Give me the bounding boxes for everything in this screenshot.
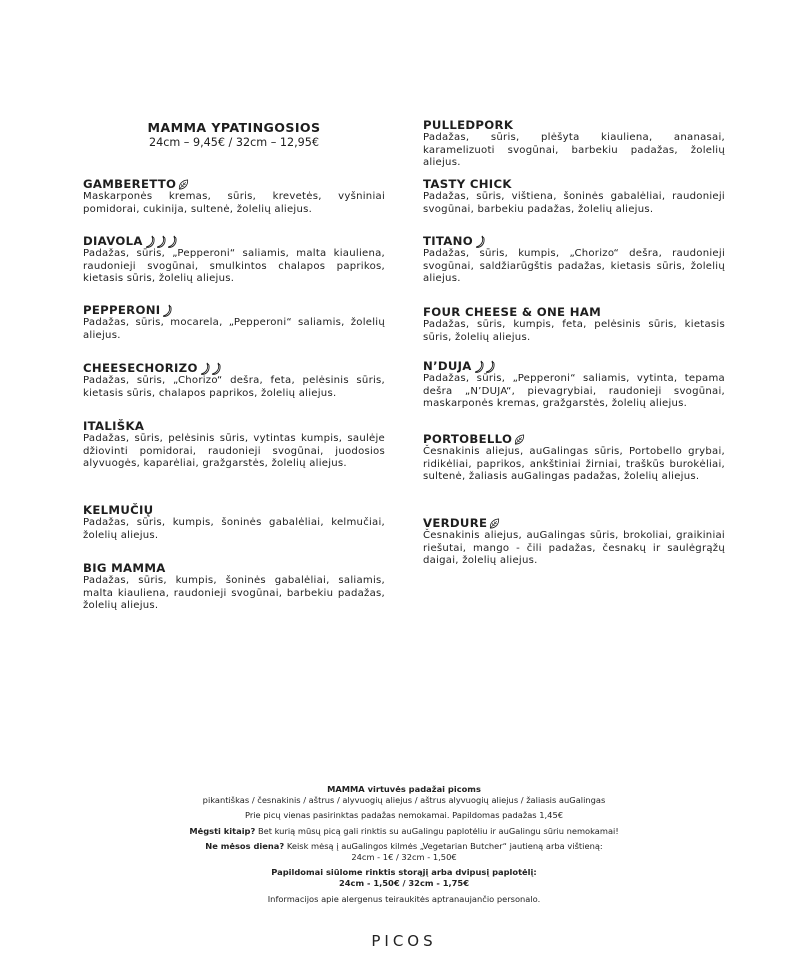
menu-item-name — [83, 234, 385, 248]
menu-item-description: Padažas, sūris, „Pepperoni“ saliamis, malta kiauliena, raudonieji svogūnai, smulkintos chalapos paprikos, kietasis sūris, žolelių aliejus. — [83, 248, 385, 285]
menu-item — [83, 177, 385, 216]
menu-item — [423, 118, 725, 170]
menu-item-icons — [200, 362, 222, 375]
menu-item — [423, 305, 725, 344]
menu-item — [423, 432, 725, 484]
menu-item — [83, 561, 385, 613]
menu-item-description: Padažas, sūris, plėšyta kiauliena, ananasai, karamelizuoti svogūnai, barbekiu padažas, žolelių aliejus. — [423, 132, 725, 169]
menu-item-name — [423, 177, 725, 191]
chili-icon — [474, 360, 485, 373]
menu-item — [83, 419, 385, 471]
chili-icon — [162, 304, 173, 317]
menu-item-icons — [489, 517, 500, 530]
menu-item-name-text: PULLEDPORK — [423, 118, 514, 132]
section-price: 24cm – 9,45€ / 32cm – 12,95€ — [148, 136, 320, 149]
chili-icon — [485, 360, 496, 373]
footer-notes — [0, 784, 808, 905]
menu-item — [423, 359, 725, 411]
section-title: MAMMA YPATINGOSIOS — [147, 120, 321, 135]
allergens-note: Informacijos apie alergenus teiraukitės aptranaujančio personalo. — [267, 893, 541, 904]
sauces-list: pikantiškas / česnakinis / aštrus / alyvuogių aliejus / aštrus alyvuogių aliejus / žaliasis auGalingas — [202, 795, 606, 806]
menu-item-name-text: PORTOBELLO — [423, 432, 513, 446]
menu-item-description: Padažas, sūris, kumpis, šoninės gabalėliai, kelmučiai, žolelių aliejus. — [83, 517, 385, 541]
menu-item-icons — [178, 178, 189, 191]
menu-item-description: Padažas, sūris, „Chorizo“ dešra, feta, pelėsinis sūris, kietasis sūris, chalapos paprikos, žolelių aliejus. — [83, 375, 385, 399]
menu-item-name-text: BIG MAMMA — [83, 561, 166, 575]
menu-item — [83, 303, 385, 342]
menu-item-name — [83, 561, 385, 575]
leaf-icon — [489, 517, 500, 530]
chili-icon — [475, 235, 486, 248]
sauce-note: Prie picų vienas pasirinktas padažas nemokamai. Papildomas padažas 1,45€ — [244, 810, 564, 821]
menu-item — [423, 234, 725, 286]
nomeat-note: Ne mėsos diena? Keisk mėsą į auGalingos kilmės „Vegetarian Butcher“ jautieną arba vištieną: — [205, 840, 603, 851]
menu-item-description: Padažas, sūris, „Pepperoni“ saliamis, vytinta, tepama dešra „N’DUJA“, pievagrybiai, raudonieji svogūnai, maskarponės kremas, gražgarstės, žolelių aliejus. — [423, 373, 725, 410]
menu-item — [83, 361, 385, 400]
menu-item-name — [423, 118, 725, 132]
menu-item-description: Česnakinis aliejus, auGalingas sūris, Portobello grybai, ridikėliai, paprikos, ankštiniai žirniai, traškūs burokėliai, sultenė, žaliasis auGalingas padažas, žolelių aliejus. — [423, 446, 725, 483]
menu-item-name — [423, 432, 725, 446]
menu-item-name-text: DIAVOLA — [83, 234, 143, 248]
crust-price: 24cm - 1,50€ / 32cm - 1,75€ — [339, 878, 469, 889]
menu-item — [83, 234, 385, 286]
menu-item-name-text: ITALIŠKA — [83, 419, 145, 433]
menu-item-name-text: PEPPERONI — [83, 303, 161, 317]
menu-item-name — [83, 303, 385, 317]
menu-item — [423, 516, 725, 568]
menu-item-description: Maskarponės kremas, sūris, krevetės, vyšniniai pomidorai, cukinija, sultenė, žolelių aliejus. — [83, 191, 385, 215]
menu-item-name-text: KELMUČIŲ — [83, 503, 154, 517]
menu-item-description: Padažas, sūris, pelėsinis sūris, vytintas kumpis, saulėje džiovinti pomidorai, raudonieji svogūnai, juodosios alyvuogės, kaparėliai, gražgarstės, žolelių aliejus. — [83, 433, 385, 470]
menu-item-name — [423, 359, 725, 373]
nomeat-price: 24cm - 1€ / 32cm - 1,50€ — [351, 852, 457, 863]
menu-item-icons — [475, 235, 486, 248]
menu-item-name-text: GAMBERETTO — [83, 177, 177, 191]
menu-item-icons — [162, 304, 173, 317]
menu-item-description: Padažas, sūris, mocarela, „Pepperoni“ saliamis, žolelių aliejus. — [83, 317, 385, 341]
menu-item-name — [423, 516, 725, 530]
chili-icon — [145, 235, 156, 248]
menu-item-description: Padažas, sūris, kumpis, „Chorizo“ dešra, raudonieji svogūnai, saldžiarūgštis padažas, kietasis sūris, žolelių aliejus. — [423, 248, 725, 285]
menu-item-name-text: CHEESECHORIZO — [83, 361, 198, 375]
menu-item-icons — [474, 360, 496, 373]
menu-section-header — [83, 120, 385, 150]
menu-item — [423, 177, 725, 216]
menu-item-description: Padažas, sūris, kumpis, šoninės gabalėliai, saliamis, malta kiauliena, raudonieji svogūnai, barbekiu padažas, žolelių aliejus. — [83, 575, 385, 612]
menu-item-name-text: VERDURE — [423, 516, 488, 530]
chili-icon — [200, 362, 211, 375]
menu-item-description: Padažas, sūris, kumpis, feta, pelėsinis sūris, kietasis sūris, žolelių aliejus. — [423, 319, 725, 343]
chili-icon — [167, 235, 178, 248]
menu-item-name — [423, 234, 725, 248]
menu-item-name — [83, 177, 385, 191]
menu-item-name — [83, 503, 385, 517]
brand-logo: PICOS — [371, 932, 437, 950]
menu-item — [83, 503, 385, 542]
menu-item-description: Padažas, sūris, vištiena, šoninės gabalėliai, raudonieji svogūnai, barbekiu padažas, žolelių aliejus. — [423, 191, 725, 215]
menu-item-name — [83, 419, 385, 433]
menu-item-name-text: FOUR CHEESE & ONE HAM — [423, 305, 602, 319]
menu-item-name-text: N’DUJA — [423, 359, 472, 373]
menu-item-name-text: TITANO — [423, 234, 473, 248]
crust-title: Papildomai siūlome rinktis storąjį arba dvipusį paplotėlį: — [271, 867, 537, 878]
menu-item-name — [83, 361, 385, 375]
chili-icon — [211, 362, 222, 375]
leaf-icon — [514, 433, 525, 446]
menu-item-icons — [145, 235, 178, 248]
menu-item-description: Česnakinis aliejus, auGalingas sūris, brokoliai, graikiniai riešutai, mango - čili padažas, česnakų ir saulėgrąžų daigai, žolelių aliejus. — [423, 530, 725, 567]
different-note: Mėgsti kitaip? Bet kurią mūsų picą gali rinktis su auGalingu paplotėliu ir auGalingu sūriu nemokamai! — [189, 825, 619, 836]
menu-item-name-text: TASTY CHICK — [423, 177, 512, 191]
menu-item-name — [423, 305, 725, 319]
chili-icon — [156, 235, 167, 248]
leaf-icon — [178, 178, 189, 191]
sauces-title: MAMMA virtuvės padažai picoms — [327, 784, 481, 794]
menu-item-icons — [514, 433, 525, 446]
